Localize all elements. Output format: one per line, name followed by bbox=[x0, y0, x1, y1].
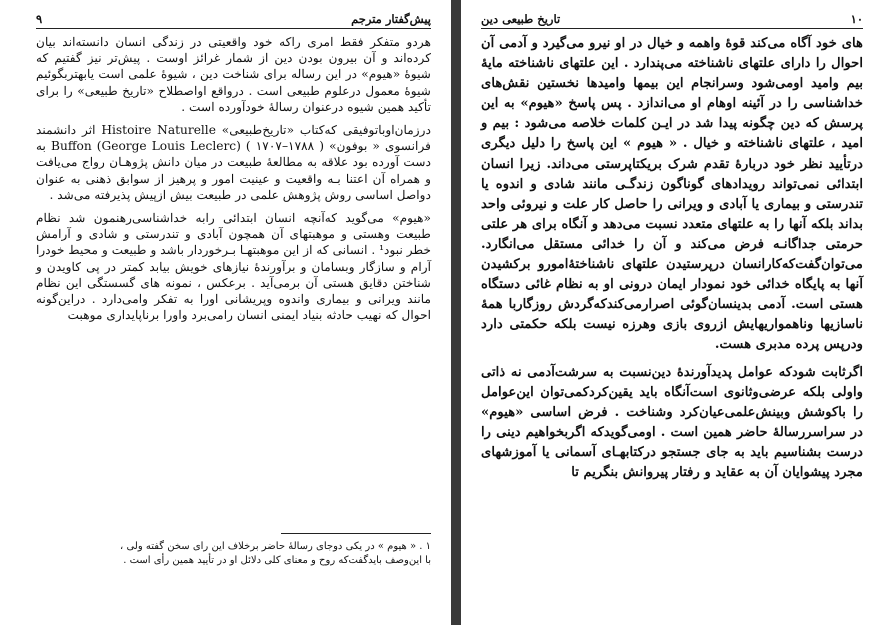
header-title: پیش‌گفتار مترجم bbox=[351, 12, 431, 26]
paragraph: درزمان‌اوباتوفیقی که‌کتاب «تاریخ‌طبیعی» Histoire Naturelle اثر دانشمند فرانسوی « بوفون» Buffon (George Louis Leclerc) ( ۱۷۰۷–۱۷۸۸ ) به دست آورده بود علاقه به مطالعهٔ طبیعت در میان دانش پژوهـان رواج می‌یافت و همراه آن اعتنا بـه واقعیت و عینیت امور و پرهیز از سوابق ذهنی به عنوان دواصل اساسی روش پژوهش علمی در طبیعت بیش ازپیش پذیرفته می‌شد . bbox=[36, 123, 431, 202]
book-gutter bbox=[451, 0, 461, 625]
footnote-line: با این‌وصف باید‌گفت‌که روح و معنای کلی دلائل او در تأیید همین رأی است . bbox=[123, 555, 431, 566]
page-body bbox=[36, 34, 431, 323]
right-page bbox=[461, 0, 893, 625]
footnote-line: ۱ . « هیوم » در یکی دوجای رسالهٔ حاضر برخلاف این رای سخن گفته ولی ، bbox=[120, 541, 431, 552]
footnotes bbox=[36, 540, 431, 568]
page-body bbox=[481, 34, 863, 483]
paragraph: های خود آگاه می‌کند قوهٔ واهمه و خیال در او نیرو می‌گیرد و آدمی آن احوال را دارای علتهای ناشناخته می‌پندارد . این علتهای ناشناخته مایهٔ بیم وامید اومی‌شود وسرانجام این بیمها وامیدها نخستین نقش‌های خداشناسی را در آئینه اوهام او می‌اندازد . پس پاسخ «هیوم» به این پرسش که دین چگونه پیدا شد در ایـن کلمات خلاصه می‌شود : بیم و امید ، علتهای ناشناخته و خیال . « هیوم » این پاسخ را دلیل دیگری درتأیید نظر خود دربارهٔ تقدم شرک بریکتاپرستی می‌داند. زیرا انسان ابتدائی نمی‌تواند رویدادهای گوناگون زندگـی مانند شادی و اندوه یا تندرستی و بیماری یا آبادی و ویرانی را حاصل کار علت و نیروئی واحد بداند بلکه آنها را به علتهای متعدد نسبت می‌دهد و آنگاه برای هر علتی حرمتی جداگانـه فرض می‌کند و آن را خدائی مستقل می‌انگارد. می‌توان‌گفت‌که‌کارانسان درپرستیدن علتهای ناشناختهٔ‌امورو برکشیدن آنها به پایگاه خدائی خود نمودار ایمان درونی او به نظام غائی دستگاه هستی است. آدمی بدینسان‌گوئی اصرارمی‌کندکه‌گردش روزگاربا همهٔ ناسازیها وناهمواریهایش ازروی بازی وهرزه نیست بلکه حکمتی دارد ودرپس پرده مدبری هست. bbox=[481, 36, 863, 353]
paragraph: هردو متفکر فقط امری راکه خود واقعیتی در زندگی انسان دانسته‌اند بیان کرده‌اند و آن بیرون بودن دین از شمار غرائز اوست . پیش‌تر نیز گفتیم که شیوهٔ «هیوم» در این رساله برای شناخت دین ، شیوهٔ علمی است یابهتربگوئیم شیوهٔ معمول درعلوم طبیعی است . درواقع اواصطلاح «تاریخ طبیعی» را برای تأکید همین شیوه درعنوان رسالهٔ خودآورده است . bbox=[36, 35, 431, 114]
paragraph: اگرثابت شودکه عوامل پدیدآورندهٔ دین‌نسبت به سرشت‌آدمی نه ذاتی واولی بلکه عرضی‌وثانوی است‌آنگاه باید یقین‌کرد‌کمی‌توان این‌عوامل را باکوشش وبینش‌علمی‌عیان‌کرد وشناخت . فرض اساسی «هیوم» در سراسررسالهٔ حاضر همین است . اومی‌گویدکه اگربخواهیم دینی را درست بشناسیم باید به جای جستجو درکتابهـای آسمانی یا آموزشهای مجرد پیشوایان آن به عقاید و رفتار پیروانش بنگریم تا bbox=[481, 364, 863, 480]
footnote-divider bbox=[281, 533, 431, 534]
page-number: ۹ bbox=[36, 12, 43, 26]
page-number: ۱۰ bbox=[850, 12, 863, 26]
paragraph: «هیوم» می‌گوید که‌آنچه انسان ابتدائی رابه خداشناسی‌رهنمون شد نظام طبیعت وهستی و موهبتهای آن همچون آبادی و تندرستی و شادی و آرامش خطر نبود¹ . انسانی که از این موهبتهـا بـرخوردار باشد و طبیعت و محیط خودرا آرام و سازگار وبسامان و برآورندهٔ نیازهای خویش بیابد کمتر در پی کاویدن و شناختن دقایق هستی آن برمی‌آید . برعکس ، نمونه های گسستگی این نظام مانند ویرانی و بیماری واندوه وپریشانی اورا به تفکر وامی‌دارد . دراین‌گونه احوال که نهیب حادثه بنیاد ایمنی انسان رامی‌برد واورا برناپایداری موهبت‌ bbox=[36, 211, 431, 323]
page-header bbox=[481, 8, 863, 29]
header-title: تاریخ طبیعی دین bbox=[481, 12, 561, 26]
page-header bbox=[36, 8, 431, 29]
